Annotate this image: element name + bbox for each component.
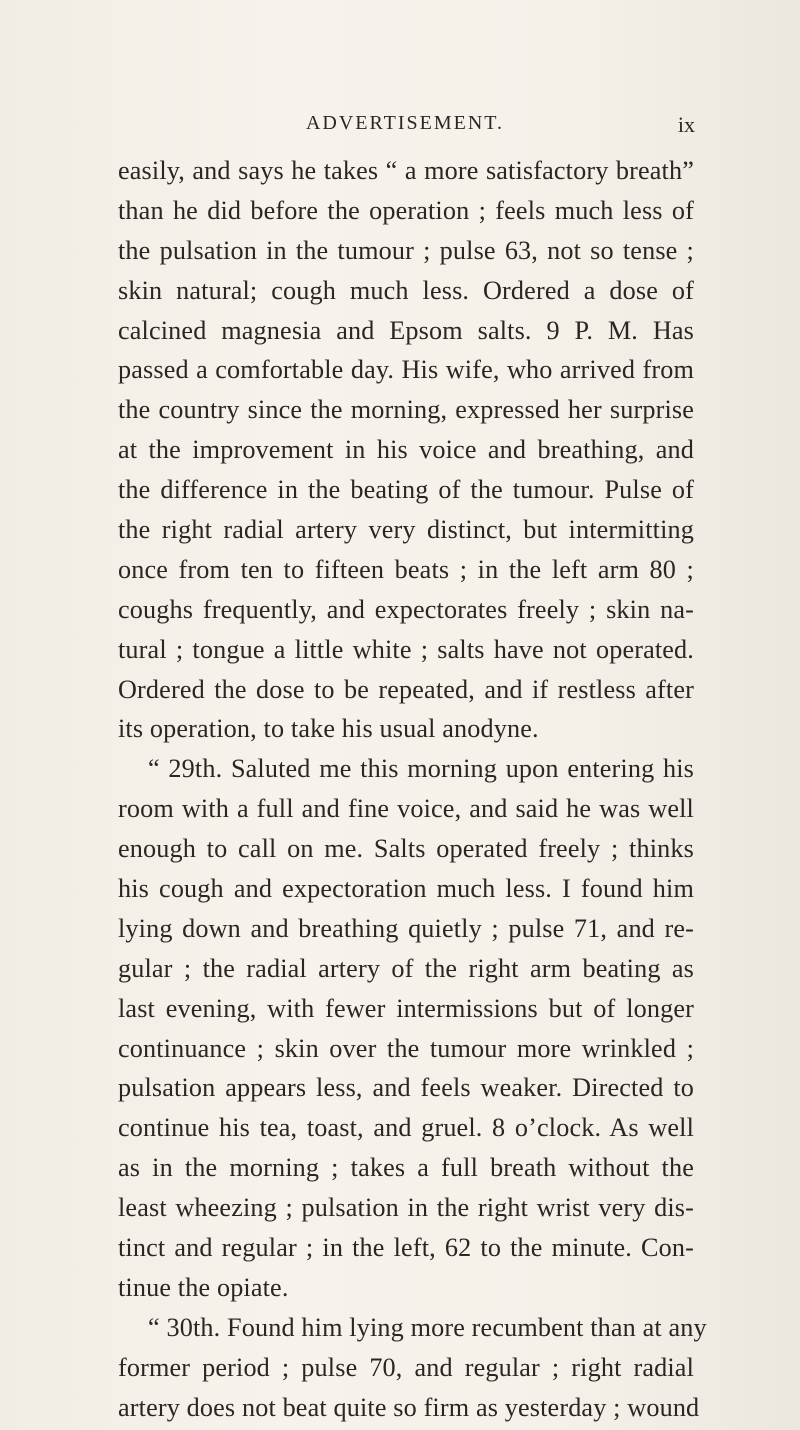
- text-line: enough to call on me. Salts operated freely ; thinks: [118, 834, 694, 864]
- paragraph-start-line: “ 30th. Found him lying more recumbent than at any: [148, 1312, 707, 1342]
- body-text: [118, 151, 707, 1428]
- text-line: continuance ; skin over the tumour more wrinkled ;: [118, 1033, 694, 1063]
- paragraph-end-line: tinue the opiate.: [118, 1272, 289, 1302]
- text-line: last evening, with fewer intermissions but of longer: [118, 993, 694, 1023]
- text-line: at the improvement in his voice and breathing, and: [118, 435, 694, 465]
- text-line: skin natural; cough much less. Ordered a dose of: [118, 275, 694, 305]
- text-line: than he did before the operation ; feels much less of: [118, 195, 694, 225]
- text-line: tinct and regular ; in the left, 62 to the minute. Con-: [118, 1233, 694, 1263]
- text-line: coughs frequently, and expectorates freely ; skin na-: [118, 594, 694, 624]
- page-number: ix: [677, 112, 695, 137]
- text-line: tural ; tongue a little white ; salts have not operated.: [118, 634, 694, 664]
- text-line: the pulsation in the tumour ; pulse 63, not so tense ;: [118, 235, 694, 265]
- paragraph-end-line: its operation, to take his usual anodyne.: [118, 714, 539, 744]
- page-header: [115, 112, 695, 152]
- text-line: Ordered the dose to be repeated, and if restless after: [118, 674, 694, 704]
- text-line: easily, and says he takes “ a more satisfactory breath”: [118, 156, 694, 185]
- text-line: as in the morning ; takes a full breath without the: [118, 1153, 694, 1183]
- text-line: once from ten to fifteen beats ; in the left arm 80 ;: [118, 554, 694, 584]
- text-line: continue his tea, toast, and gruel. 8 o’clock. As well: [118, 1113, 694, 1143]
- text-line: calcined magnesia and Epsom salts. 9 P. M. Has: [118, 315, 694, 345]
- text-line: pulsation appears less, and feels weaker. Directed to: [118, 1073, 694, 1103]
- text-line: former period ; pulse 70, and regular ; right radial: [118, 1352, 694, 1382]
- paragraph-start-line: “ 29th. Saluted me this morning upon entering his: [148, 754, 694, 784]
- text-line: passed a comfortable day. His wife, who arrived from: [118, 355, 694, 385]
- text-line: the country since the morning, expressed her surprise: [118, 395, 694, 425]
- text-line: artery does not beat quite so firm as yesterday ; wound: [118, 1392, 700, 1422]
- text-line: room with a full and fine voice, and said he was well: [118, 794, 694, 824]
- text-line: least wheezing ; pulsation in the right wrist very dis-: [118, 1193, 694, 1223]
- running-head: ADVERTISEMENT.: [305, 112, 505, 134]
- text-line: gular ; the radial artery of the right arm beating as: [118, 953, 694, 983]
- text-line: lying down and breathing quietly ; pulse 71, and re-: [118, 913, 694, 943]
- text-line: the difference in the beating of the tumour. Pulse of: [118, 475, 694, 505]
- text-line: his cough and expectoration much less. I found him: [118, 874, 694, 904]
- text-line: the right radial artery very distinct, but intermitting: [118, 515, 694, 545]
